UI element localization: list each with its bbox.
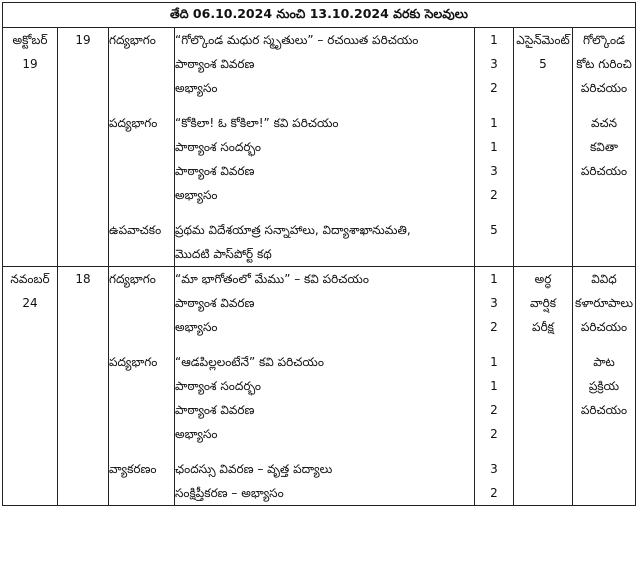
lesson-periods: 3 <box>490 462 498 476</box>
lesson-line: మొదటి పాస్‌పోర్ట్ కథ <box>175 247 272 261</box>
holiday-banner: తేది 06.10.2024 నుంచి 13.10.2024 వరకు సెలవులు <box>3 3 636 28</box>
assessment-line: 5 <box>539 57 547 71</box>
lesson-periods: 3 <box>490 57 498 71</box>
assessment-line: వార్షిక <box>530 296 556 310</box>
activity-line: పరిచయం <box>580 164 628 178</box>
activity-line: పరిచయం <box>580 320 628 334</box>
lesson-line: పాఠ్యాంశ వివరణ <box>175 296 255 310</box>
lesson-line: పాఠ్యాంశ వివరణ <box>175 57 255 71</box>
lesson-periods-cell <box>475 267 514 506</box>
periods-total-cell <box>58 267 109 506</box>
lesson-cell <box>175 28 475 267</box>
lesson-line: ఛందస్సు వివరణ – వృత్త పద్యాలు <box>175 462 333 476</box>
activity-line: వచన <box>590 116 618 130</box>
lesson-line: పాఠ్యాంశ వివరణ <box>175 403 255 417</box>
assessment-cell <box>514 267 573 506</box>
category-label: గద్యభాగం <box>109 272 156 286</box>
lesson-periods <box>475 242 513 266</box>
lesson-line: అభ్యాసం <box>175 320 218 334</box>
holiday-banner-row <box>3 3 636 28</box>
lesson-line: అభ్యాసం <box>175 81 218 95</box>
category-label: ఉపవాచకం <box>109 223 162 237</box>
activity-line: గోల్కొండ <box>583 33 625 47</box>
lesson-line: ప్రథమ విదేశయాత్ర సన్నాహాలు, విద్యాశాఖానుమతి, <box>175 223 411 237</box>
lesson-periods-cell <box>475 28 514 267</box>
category-label: గద్యభాగం <box>109 33 156 47</box>
category-cell <box>109 267 175 506</box>
lesson-periods: 2 <box>490 188 498 202</box>
lesson-periods: 2 <box>490 403 498 417</box>
activity-line: పరిచయం <box>580 81 628 95</box>
category-cell <box>109 28 175 267</box>
assessment-cell <box>514 28 573 267</box>
month-row-november <box>3 267 636 506</box>
lesson-line: సంక్షిప్తీకరణ – అభ్యాసం <box>175 486 284 500</box>
lesson-periods: 2 <box>490 427 498 441</box>
category-label: వ్యాకరణం <box>109 462 157 476</box>
activity-line: ప్రక్రియ <box>588 379 620 393</box>
lesson-line: అభ్యాసం <box>175 188 218 202</box>
periods-total-cell <box>58 28 109 267</box>
lesson-periods: 3 <box>490 296 498 310</box>
lesson-periods: 1 <box>490 379 498 393</box>
activity-cell <box>573 28 636 267</box>
month-cell <box>3 28 58 267</box>
lesson-cell <box>175 267 475 506</box>
activity-line: కవితా <box>590 140 618 154</box>
lesson-line: పాఠ్యాంశ సందర్భం <box>175 379 261 393</box>
month-name: అక్టోబర్ <box>12 33 48 47</box>
activity-line: పాట <box>593 355 615 369</box>
lesson-periods: 1 <box>490 355 498 369</box>
periods-total: 18 <box>75 272 91 286</box>
lesson-line: “మా భాగోతంలో మేము” – కవి పరిచయం <box>175 272 369 286</box>
lesson-line: “ఆడపిల్లలంటేనే” కవి పరిచయం <box>175 355 324 369</box>
lesson-periods: 1 <box>490 116 498 130</box>
activity-cell <box>573 267 636 506</box>
lesson-periods: 2 <box>490 320 498 334</box>
lesson-periods: 1 <box>490 140 498 154</box>
lesson-line: పాఠ్యాంశ సందర్భం <box>175 140 261 154</box>
lesson-periods: 2 <box>490 81 498 95</box>
activity-line: కోట గురించి <box>576 57 632 71</box>
activity-line: వివిధ <box>591 272 617 286</box>
activity-line: కళారూపాలు <box>574 296 634 310</box>
month-days-count: 19 <box>22 57 38 71</box>
lesson-line: “కోకిలా! ఓ కోకిలా!” కవి పరిచయం <box>175 116 339 130</box>
lesson-periods: 1 <box>490 272 498 286</box>
assessment-line: అర్ధ <box>534 272 552 286</box>
lesson-periods: 1 <box>490 33 498 47</box>
assessment-line: ఎసైన్‌మెంట్ <box>516 33 570 47</box>
activity-line: పరిచయం <box>580 403 628 417</box>
month-name: నవంబర్ <box>10 272 50 286</box>
month-days-count: 24 <box>22 296 38 310</box>
lesson-line: “గోల్కొండ మధుర స్మృతులు” – రచయిత పరిచయం <box>175 33 419 47</box>
lesson-periods: 3 <box>490 164 498 178</box>
lesson-plan-table <box>2 2 636 506</box>
month-cell <box>3 267 58 506</box>
category-label: పద్యభాగం <box>109 116 158 130</box>
lesson-periods: 2 <box>490 486 498 500</box>
lesson-line: పాఠ్యాంశ వివరణ <box>175 164 255 178</box>
periods-total: 19 <box>75 33 91 47</box>
category-label: పద్యభాగం <box>109 355 158 369</box>
lesson-periods: 5 <box>490 223 498 237</box>
lesson-line: అభ్యాసం <box>175 427 218 441</box>
month-row-october <box>3 28 636 267</box>
assessment-line: పరీక్ష <box>532 320 554 334</box>
